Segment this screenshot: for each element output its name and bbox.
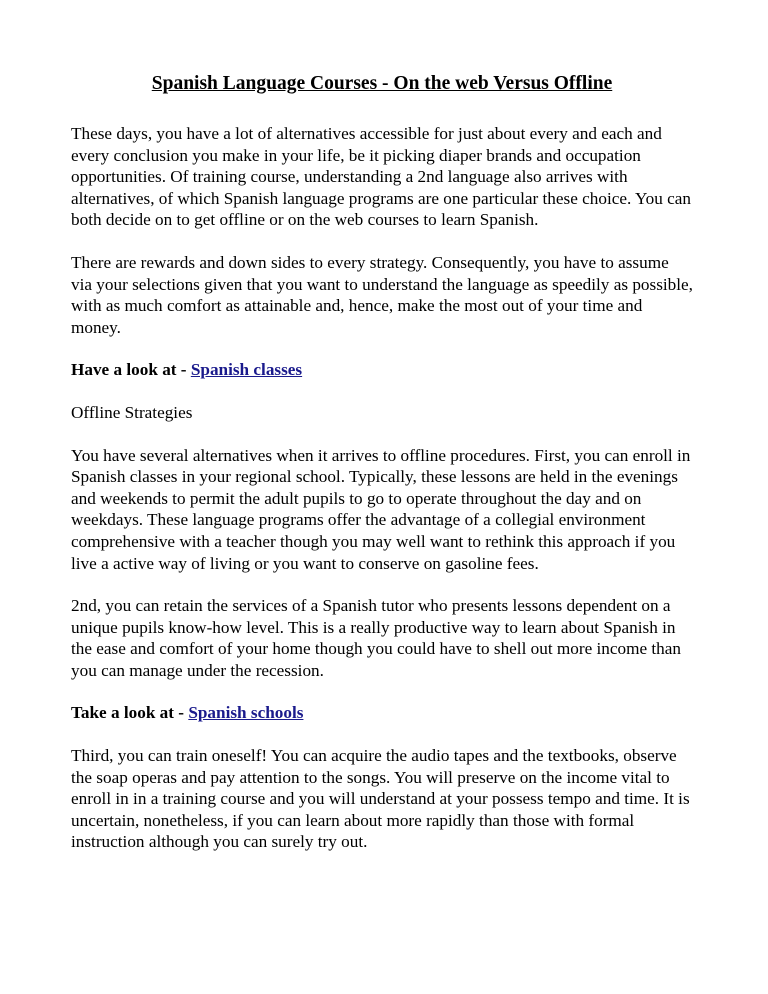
paragraph-rewards: There are rewards and down sides to every strategy. Consequently, you have to assume via your selections given that you want to understand the language as speedily as possible, with as much comfort as attainable and, hence, make the most out of your time and money.: [71, 252, 693, 337]
paragraph-intro: These days, you have a lot of alternatives accessible for just about every and each and every conclusion you make in your life, be it picking diaper brands and occupation opportunities. Of training course, understanding a 2nd language also arrives with alternatives, of which Spanish language programs are one particular these choice. You can both decide on to get offline or on the web courses to learn Spanish.: [71, 124, 691, 230]
take-a-look-line: [71, 702, 693, 724]
paragraph-offline-options: You have several alternatives when it arrives to offline procedures. First, you can enroll in Spanish classes in your regional school. Typically, these lessons are held in the evenings and weekends to permit the adult pupils to go to operate throughout the day and on weekdays. These language programs offer the advantage of a collegial environment comprehensive with a teacher though you may well want to rethink this approach if you live a active way of living or you want to conserve on gasoline fees.: [71, 445, 691, 573]
have-a-look-line: [71, 359, 693, 381]
document-title: Spanish Language Courses - On the web Versus Offline: [151, 73, 613, 94]
document-page: [71, 72, 693, 874]
spanish-classes-link[interactable]: Spanish classes: [190, 360, 303, 380]
spanish-schools-link[interactable]: Spanish schools: [188, 703, 304, 723]
take-a-look-prefix: Take a look at -: [71, 703, 189, 723]
have-a-look-prefix: Have a look at -: [71, 360, 191, 380]
paragraph-self-study: Third, you can train oneself! You can acquire the audio tapes and the textbooks, observe the soap operas and pay attention to the songs. You will preserve on the income vital to enroll in in a training course and you will understand at your possess tempo and time. It is uncertain, nonetheless, if you can learn about more rapidly than those with formal instruction although you can surely try out.: [71, 746, 690, 852]
paragraph-tutor: 2nd, you can retain the services of a Spanish tutor who presents lessons dependent on a unique pupils know-how level. This is a really productive way to learn about Spanish in the ease and comfort of your home though you could have to shell out more income than you can manage under the recession.: [71, 596, 681, 680]
section-heading-offline: Offline Strategies: [71, 402, 193, 422]
